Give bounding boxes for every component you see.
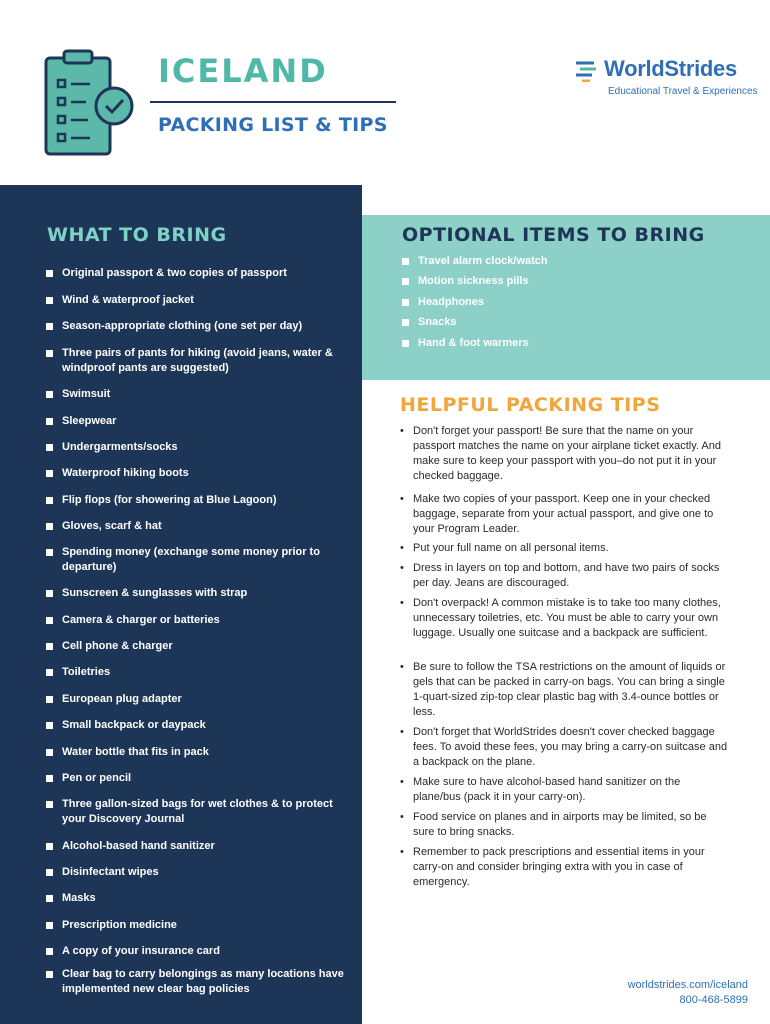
- list-item: [400, 492, 730, 537]
- checkbox-square-icon: [46, 696, 53, 703]
- bullet-dot-icon: •: [400, 425, 404, 437]
- list-item-text: Travel alarm clock/watch: [418, 255, 548, 267]
- checkbox-square-icon: [46, 617, 53, 624]
- list-item: [46, 414, 346, 429]
- list-item: [402, 254, 742, 269]
- page-header: [0, 0, 770, 185]
- list-item-text: Undergarments/socks: [62, 441, 178, 453]
- checkbox-square-icon: [46, 971, 53, 978]
- footer-url-link[interactable]: worldstrides.com/iceland: [627, 979, 748, 991]
- list-item-text: Snacks: [418, 316, 457, 328]
- packing-tips-heading: HELPFUL PACKING TIPS: [400, 394, 661, 416]
- optional-items-heading: OPTIONAL ITEMS TO BRING: [402, 224, 705, 246]
- bullet-dot-icon: •: [400, 726, 404, 738]
- list-item-text: Sunscreen & sunglasses with strap: [62, 587, 248, 599]
- checkbox-square-icon: [46, 843, 53, 850]
- list-item: [46, 839, 346, 854]
- list-item-text: Spending money (exchange some money prior to departure): [62, 546, 320, 573]
- list-item-text: Camera & charger or batteries: [62, 614, 220, 626]
- title-divider: [150, 101, 396, 103]
- list-item: [402, 274, 742, 289]
- list-item: [46, 319, 346, 334]
- list-item-text: Don't overpack! A common mistake is to take too many clothes, unnecessary toiletries, etc. You must be able to carry your own luggage. Usually one suitcase and a backpack are sufficient.: [413, 597, 721, 639]
- bullet-dot-icon: •: [400, 493, 404, 505]
- page-title: ICELAND: [158, 52, 328, 90]
- list-item-text: Motion sickness pills: [418, 275, 529, 287]
- checkbox-square-icon: [46, 391, 53, 398]
- list-item-text: Prescription medicine: [62, 919, 177, 931]
- checkbox-square-icon: [46, 323, 53, 330]
- checkbox-square-icon: [46, 418, 53, 425]
- list-item: [402, 336, 742, 351]
- footer-phone: 800-468-5899: [679, 994, 748, 1006]
- list-item-text: Sleepwear: [62, 415, 117, 427]
- list-item: [46, 466, 346, 481]
- list-item-text: Pen or pencil: [62, 772, 132, 784]
- checkbox-square-icon: [402, 258, 409, 265]
- list-item: [46, 692, 346, 707]
- bullet-dot-icon: •: [400, 661, 404, 673]
- footer: [628, 978, 748, 1008]
- checkbox-square-icon: [46, 270, 53, 277]
- checkbox-square-icon: [46, 643, 53, 650]
- list-item-text: European plug adapter: [62, 693, 182, 705]
- list-item-text: Swimsuit: [62, 388, 111, 400]
- list-item-text: Headphones: [418, 296, 485, 308]
- list-item: [46, 519, 346, 534]
- list-item-text: Clear bag to carry belongings as many locations have implemented new clear bag policies: [62, 968, 344, 995]
- list-item: [46, 346, 346, 376]
- list-item: [46, 266, 346, 281]
- checkbox-square-icon: [46, 895, 53, 902]
- list-item: [46, 293, 346, 308]
- checkbox-square-icon: [46, 948, 53, 955]
- checkbox-square-icon: [402, 299, 409, 306]
- clipboard-checklist-icon: [40, 48, 136, 160]
- list-item: [46, 944, 346, 959]
- list-item-text: Masks: [62, 892, 96, 904]
- list-item-text: Food service on planes and in airports may be limited, so be sure to bring snacks.: [413, 811, 707, 838]
- checkbox-square-icon: [46, 350, 53, 357]
- list-item-text: Be sure to follow the TSA restrictions on the amount of liquids or gels that can be packed in carry-on bags. You can bring a single 1-quart-sized zip-top clear plastic bag with 3.4-ounce bottles or less.: [413, 661, 726, 718]
- checkbox-square-icon: [402, 278, 409, 285]
- list-item-text: A copy of your insurance card: [62, 945, 220, 957]
- list-item: [46, 891, 346, 906]
- list-item: [46, 545, 346, 575]
- list-item: [46, 865, 346, 880]
- worldstrides-logo-icon: [574, 60, 598, 82]
- list-item: [400, 725, 730, 770]
- checkbox-square-icon: [46, 523, 53, 530]
- list-item: [402, 315, 742, 330]
- list-item-text: Original passport & two copies of passport: [62, 267, 287, 279]
- bullet-dot-icon: •: [400, 846, 404, 858]
- logo-name: WorldStrides: [604, 56, 737, 81]
- list-item: [46, 918, 346, 933]
- what-to-bring-heading: WHAT TO BRING: [47, 224, 227, 246]
- list-item-text: Three gallon-sized bags for wet clothes & to protect your Discovery Journal: [62, 798, 333, 825]
- list-item: [46, 586, 346, 601]
- logo-tagline: Educational Travel & Experiences: [608, 86, 758, 97]
- list-item-text: Toiletries: [62, 666, 111, 678]
- list-item-text: Gloves, scarf & hat: [62, 520, 162, 532]
- checkbox-square-icon: [46, 922, 53, 929]
- list-item: [400, 424, 730, 484]
- checkbox-square-icon: [46, 801, 53, 808]
- checkbox-square-icon: [46, 297, 53, 304]
- list-item-text: Three pairs of pants for hiking (avoid jeans, water & windproof pants are suggested): [62, 347, 333, 374]
- list-item: [400, 561, 730, 591]
- list-item-text: Alcohol-based hand sanitizer: [62, 840, 215, 852]
- bullet-dot-icon: •: [400, 562, 404, 574]
- list-item-text: Disinfectant wipes: [62, 866, 159, 878]
- checkbox-square-icon: [46, 749, 53, 756]
- page-subtitle: PACKING LIST & TIPS: [158, 114, 388, 136]
- list-item-text: Don't forget your passport! Be sure that the name on your passport matches the name on your airplane ticket exactly. And make sure to keep your passport with you–do not put it in your checked baggage.: [413, 425, 721, 482]
- list-item: [46, 440, 346, 455]
- list-item: [400, 845, 730, 890]
- list-item-text: Remember to pack prescriptions and essential items in your carry-on and consider bringing extra with you in case of emergency.: [413, 846, 705, 888]
- list-item: [400, 596, 730, 641]
- list-item-text: Waterproof hiking boots: [62, 467, 189, 479]
- list-item: [46, 797, 346, 827]
- checkbox-square-icon: [46, 775, 53, 782]
- list-item-text: Make two copies of your passport. Keep one in your checked baggage, separate from your actual passport, and give one to your Program Leader.: [413, 493, 714, 535]
- list-item-text: Cell phone & charger: [62, 640, 173, 652]
- bullet-dot-icon: •: [400, 597, 404, 609]
- checkbox-square-icon: [46, 669, 53, 676]
- list-item: [46, 639, 346, 654]
- checkbox-square-icon: [46, 444, 53, 451]
- list-item-text: Wind & waterproof jacket: [62, 294, 194, 306]
- list-item: [46, 665, 346, 680]
- list-item-text: Hand & foot warmers: [418, 337, 529, 349]
- list-item-text: Small backpack or daypack: [62, 719, 206, 731]
- checkbox-square-icon: [46, 549, 53, 556]
- list-item: [46, 613, 346, 628]
- list-item: [46, 771, 346, 786]
- list-item-text: Put your full name on all personal items.: [413, 542, 609, 554]
- checkbox-square-icon: [46, 497, 53, 504]
- list-item: [400, 541, 730, 556]
- list-item: [402, 295, 742, 310]
- list-item: [46, 718, 346, 733]
- list-item: [46, 745, 346, 760]
- list-item: [400, 775, 730, 805]
- list-item-text: Water bottle that fits in pack: [62, 746, 209, 758]
- list-item: [46, 493, 346, 508]
- checkbox-square-icon: [402, 319, 409, 326]
- list-item-text: Flip flops (for showering at Blue Lagoon): [62, 494, 277, 506]
- checkbox-square-icon: [46, 722, 53, 729]
- list-item: [400, 660, 730, 720]
- list-item-text: Season-appropriate clothing (one set per day): [62, 320, 303, 332]
- list-item: [46, 387, 346, 402]
- checkbox-square-icon: [402, 340, 409, 347]
- checkbox-square-icon: [46, 470, 53, 477]
- list-item-text: Make sure to have alcohol-based hand sanitizer on the plane/bus (pack it in your carry-on).: [413, 776, 681, 803]
- list-item-text: Dress in layers on top and bottom, and have two pairs of socks per day. Jeans are discouraged.: [413, 562, 720, 589]
- bullet-dot-icon: •: [400, 776, 404, 788]
- checkbox-square-icon: [46, 869, 53, 876]
- list-item: [400, 810, 730, 840]
- list-item-text: Don't forget that WorldStrides doesn't cover checked baggage fees. To avoid these fees, you may bring a carry-on suitcase and a backpack on the plane.: [413, 726, 728, 768]
- checkbox-square-icon: [46, 590, 53, 597]
- bullet-dot-icon: •: [400, 811, 404, 823]
- bullet-dot-icon: •: [400, 542, 404, 554]
- list-item: [46, 967, 346, 997]
